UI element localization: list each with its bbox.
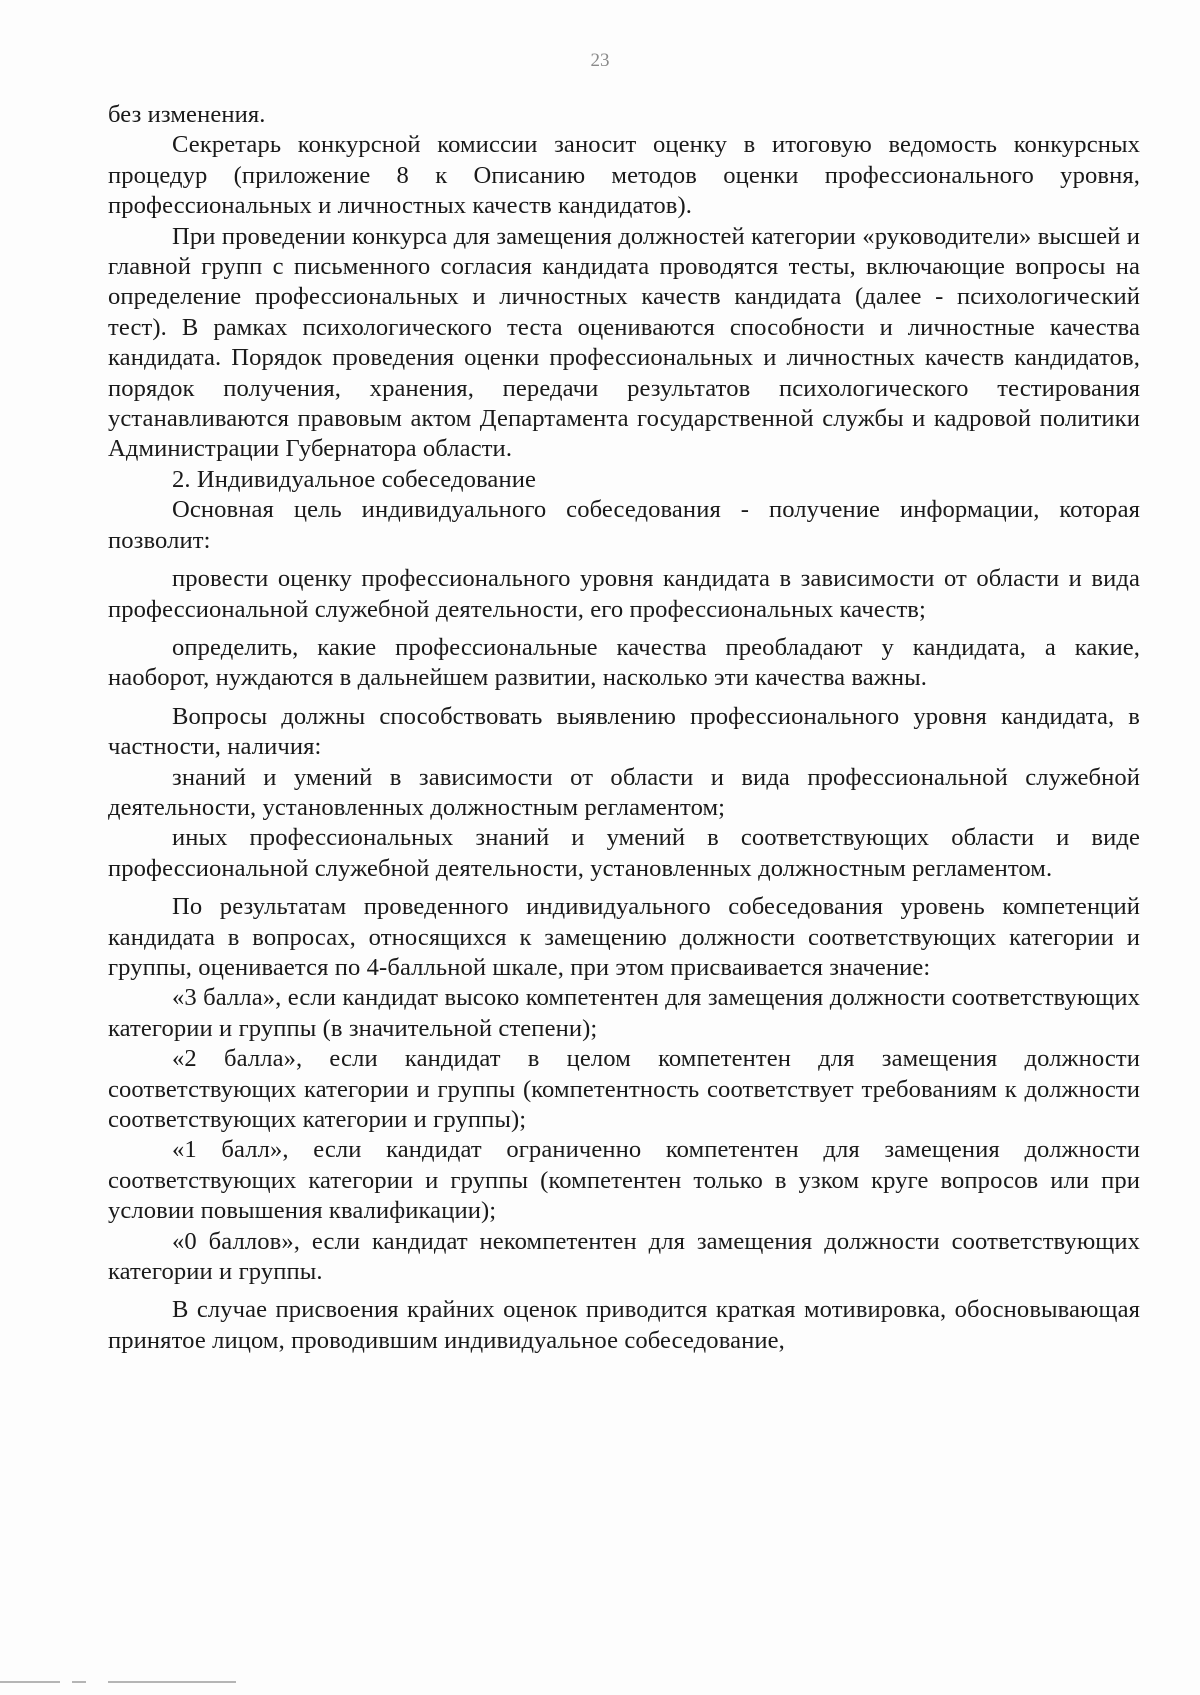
paragraph: без изменения. <box>108 101 266 128</box>
section-heading: 2. Индивидуальное собеседование <box>172 465 536 493</box>
list-item: провести оценку профессионального уровня кандидата в зависимости от области и вида профессиональной служебной деятельности, его профессиональных качеств; <box>108 565 1140 623</box>
paragraph: По результатам проведенного индивидуального собеседования уровень компетенций кандидата в вопросах, относящихся к замещению должности соответствующих категории и группы, оценивается по 4-балльной шкале, при этом присваивается значение: <box>108 893 1140 981</box>
score-item: «0 баллов», если кандидат некомпетентен для замещения должности соответствующих категории и группы. <box>108 1227 1140 1286</box>
paragraph: При проведении конкурса для замещения должностей категории «руководители» высшей и главной групп с письменного согласия кандидата проводятся тесты, включающие вопросы на определение профессиональных и личностных качеств кандидата (далее - психологический тест). В рамках психологического теста оцениваются способности и личностные качества кандидата. Порядок проведения оценки профессиональных и личностных качеств кандидатов, порядок получения, хранения, передачи результатов психологического тестирования устанавливаются правовым актом Департамента государственной службы и кадровой политики Администрации Губернатора области. <box>108 222 1140 463</box>
list-item: иных профессиональных знаний и умений в соответствующих области и виде профессиональной служебной деятельности, установленных должностным регламентом. <box>108 824 1140 882</box>
list-item: знаний и умений в зависимости от области и вида профессиональной служебной деятельности, установленных должностным регламентом; <box>108 763 1140 821</box>
document-body <box>108 100 1140 1356</box>
scan-line <box>108 1681 236 1683</box>
scan-line <box>0 1681 60 1683</box>
score-item: «2 балла», если кандидат в целом компетентен для замещения должности соответствующих категории и группы (компетентность соответствует требованиям к должности соответствующих категории и группы); <box>108 1045 1140 1133</box>
paragraph: Секретарь конкурсной комиссии заносит оценку в итоговую ведомость конкурсных процедур (приложение 8 к Описанию методов оценки профессионального уровня, профессиональных и личностных качеств кандидатов). <box>108 131 1140 220</box>
paragraph: Основная цель индивидуального собеседования - получение информации, которая позволит: <box>108 496 1140 554</box>
score-item: «1 балл», если кандидат ограниченно компетентен для замещения должности соответствующих категории и группы (компетентен только в узком круге вопросов или при условии повышения квалификации); <box>108 1136 1140 1225</box>
paragraph: Вопросы должны способствовать выявлению профессионального уровня кандидата, в частности, наличия: <box>108 702 1140 761</box>
paragraph: В случае присвоения крайних оценок приводится краткая мотивировка, обосновывающая принятое лицом, проводившим индивидуальное собеседование, <box>108 1296 1140 1354</box>
scan-line <box>72 1681 86 1683</box>
page-number: 23 <box>590 50 610 71</box>
list-item: определить, какие профессиональные качества преобладают у кандидата, а какие, наоборот, нуждаются в дальнейшем развитии, насколько эти качества важны. <box>108 633 1140 692</box>
score-item: «3 балла», если кандидат высоко компетентен для замещения должности соответствующих категории и группы (в значительной степени); <box>108 984 1140 1042</box>
scan-artifact <box>0 1655 1200 1695</box>
